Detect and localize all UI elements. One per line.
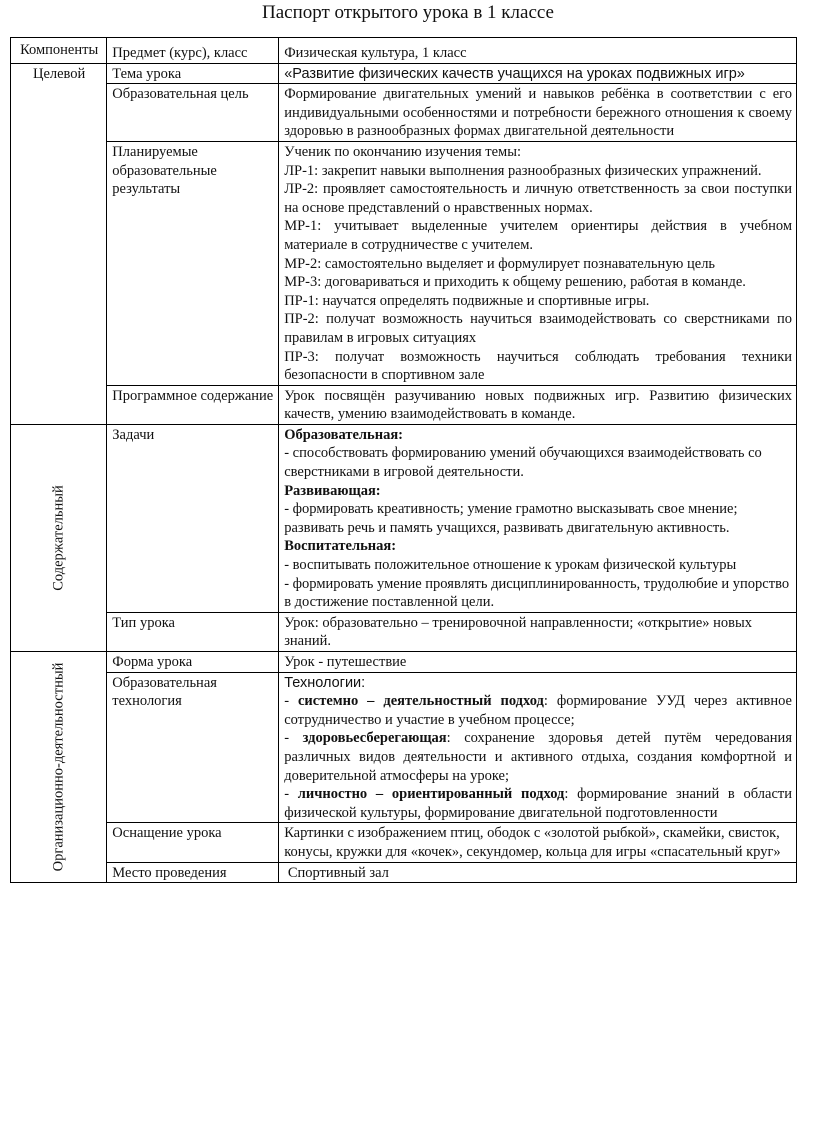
table-row (11, 84, 797, 142)
table-row (11, 424, 797, 612)
task-heading-educational: Образовательная: (284, 426, 404, 443)
result-item: МР-2: самостоятельно выделяет и формулирует познавательную цель (284, 255, 716, 272)
result-item: ПР-2: получат возможность научиться взаимодействовать со сверстниками по правилам в игровых ситуациях (284, 311, 792, 346)
page-title: Паспорт открытого урока в 1 классе (261, 2, 554, 23)
component-content-label: Содержательный (50, 485, 67, 591)
table-row (11, 862, 797, 883)
result-item: ЛР-1: закрепит навыки выполнения разнообразных физических упражнений. (284, 162, 762, 179)
equip-label: Оснащение урока (107, 823, 279, 862)
form-value: Урок - путешествие (279, 652, 797, 673)
goal-label: Образовательная цель (107, 84, 279, 142)
result-item: ПР-3: получат возможность научиться соблюдать требования техники безопасности в спортивном зале (284, 348, 792, 384)
header-components: Компоненты (11, 38, 107, 64)
results-value (279, 141, 797, 385)
component-content (11, 424, 107, 651)
component-org (11, 652, 107, 883)
table-row (11, 672, 797, 823)
tech-item: - личностно – ориентированный подход: формирование знаний в области физической культуры, формирование двигательной подготовленности (284, 786, 792, 821)
task-heading-upbringing: Воспитательная: (284, 538, 397, 555)
result-item: МР-3: договариваться и приходить к общему решению, работая в команде. (284, 274, 746, 291)
topic-label: Тема урока (107, 63, 279, 84)
tech-label: Образовательная технология (107, 672, 279, 823)
type-label: Тип урока (107, 612, 279, 651)
table-row (11, 141, 797, 385)
place-label: Место проведения (107, 862, 279, 883)
table-row (11, 612, 797, 651)
component-target: Целевой (11, 63, 107, 424)
component-org-label: Организационно-деятельностный (50, 662, 67, 872)
table-row (11, 63, 797, 84)
tech-intro: Технологии: (284, 674, 366, 691)
task-text: - формировать креативность; умение грамотно высказывать свое мнение; развивать речь и память учащихся, развивать двигательную активность. (284, 501, 738, 536)
header-subject-label: Предмет (курс), класс (107, 38, 279, 64)
lesson-passport-table (10, 37, 797, 883)
tech-item: - системно – деятельностный подход: формирование УУД через активное сотрудничество и участие в учебном процессе; (284, 693, 792, 728)
tasks-value (279, 424, 797, 612)
task-heading-developing: Развивающая: (284, 482, 381, 499)
program-label: Программное содержание (107, 385, 279, 424)
tech-item: - здоровьесберегающая: сохранение здоровья детей путём чередования различных видов деятельности и активного отдыха, создания комфортной и доверительной атмосферы на уроке; (284, 730, 792, 784)
table-header-row (11, 38, 797, 64)
table-row (11, 385, 797, 424)
type-value: Урок: образовательно – тренировочной направленности; «открытие» новых знаний. (279, 612, 797, 651)
task-text: - способствовать формированию умений обучающихся взаимодействовать со сверстниками в игровой деятельности. (284, 445, 762, 481)
tech-value (279, 672, 797, 823)
result-item: Ученик по окончанию изучения темы: (284, 143, 521, 160)
task-text: - формировать умение проявлять дисциплинированность, трудолюбие и упорство в достижение поставленной цели. (284, 575, 790, 611)
header-subject-value: Физическая культура, 1 класс (279, 38, 797, 64)
place-value: Спортивный зал (279, 862, 797, 883)
task-text: - воспитывать положительное отношение к урокам физической культуры (284, 557, 737, 574)
table-row (11, 652, 797, 673)
result-item: МР-1: учитывает выделенные учителем ориентиры действия в учебном материале в сотрудничестве с учителем. (284, 218, 792, 253)
tasks-label: Задачи (107, 424, 279, 612)
topic-value: «Развитие физических качеств учащихся на уроках подвижных игр» (279, 63, 797, 84)
table-row (11, 823, 797, 862)
result-item: ПР-1: научатся определять подвижные и спортивные игры. (284, 292, 650, 309)
equip-value: Картинки с изображением птиц, ободок с «золотой рыбкой», скамейки, свисток, конусы, кружки для «кочек», секундомер, кольца для игры «спасательный круг» (279, 823, 797, 862)
program-value: Урок посвящён разучиванию новых подвижных игр. Развитию физических качеств, умению взаимодействовать в команде. (279, 385, 797, 424)
form-label: Форма урока (107, 652, 279, 673)
results-label: Планируемые образовательные результаты (107, 141, 279, 385)
result-item: ЛР-2: проявляет самостоятельность и личную ответственность за свои поступки на основе представлений о нравственных нормах. (284, 181, 792, 216)
goal-value: Формирование двигательных умений и навыков ребёнка в соответствии с его индивидуальными особенностями и потребности бережного отношения к своему здоровью в разнообразных формах двигательной деятельности (279, 84, 797, 142)
